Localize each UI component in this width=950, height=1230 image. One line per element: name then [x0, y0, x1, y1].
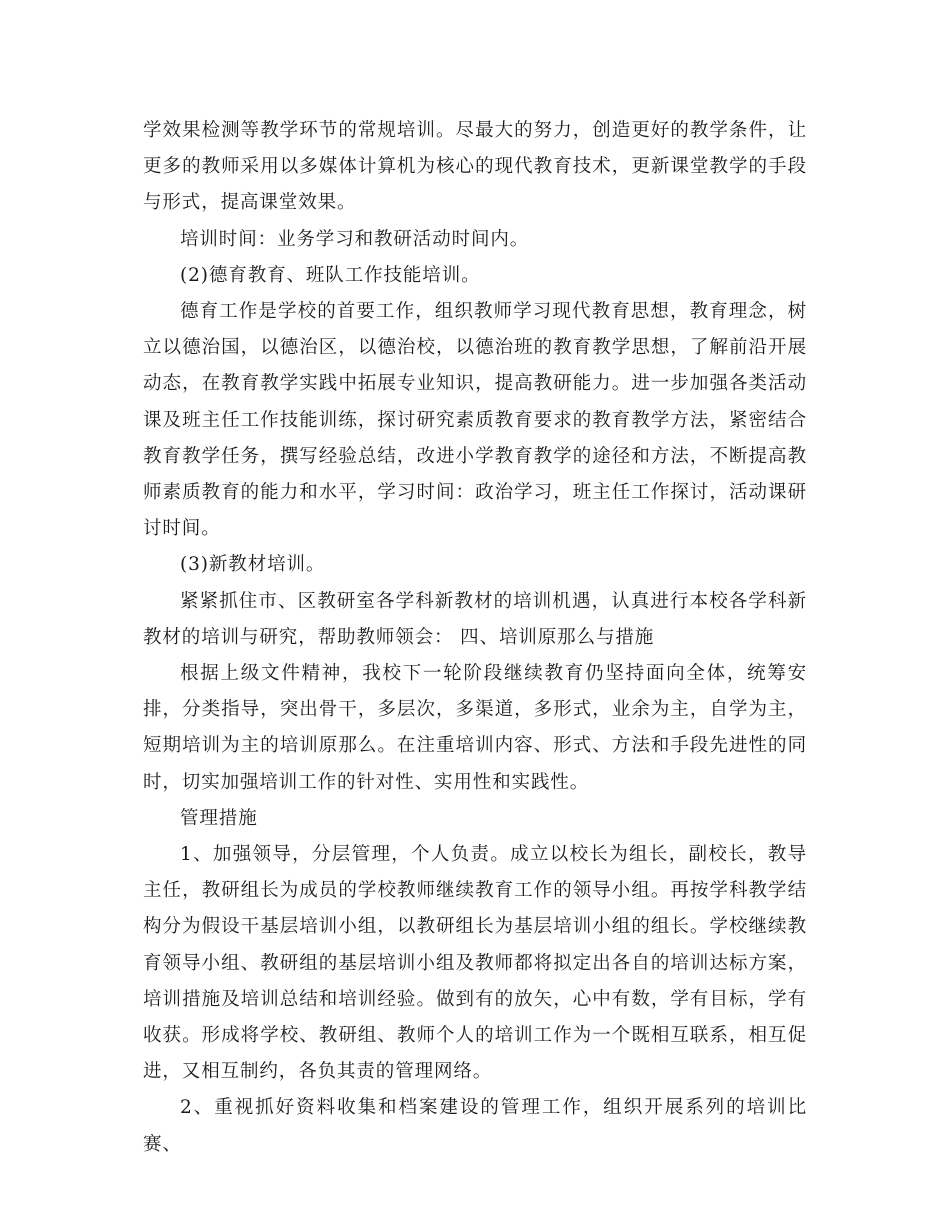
paragraph-4: 德育工作是学校的首要工作，组织教师学习现代教育思想，教育理念，树立以德治国，以德治区，以德治校，以德治班的教育教学思想，了解前沿开展动态，在教育教学实践中拓展专业知识，提高教研能力。进一步加强各类活动课及班主任工作技能训练，探讨研究素质教育要求的教育教学方法，紧密结合教育教学任务，撰写经验总结，改进小学教育教学的途径和方法，不断提高教师素质教育的能力和水平，学习时间：政治学习，班主任工作探讨，活动课研讨时间。: [143, 301, 807, 540]
paragraph-6: 紧紧抓住市、区教研室各学科新教材的培训机遇，认真进行本校各学科新教材的培训与研究，帮助教师领会： 四、培训原那么与措施: [143, 590, 807, 648]
paragraph-5: (3)新教材培训。: [180, 554, 326, 576]
paragraph-1: 学效果检测等教学环节的常规培训。尽最大的努力，创造更好的教学条件，让更多的教师采用以多媒体计算机为核心的现代教育技术，更新课堂教学的手段与形式，提高课堂效果。: [143, 120, 807, 214]
paragraph-10: 2、重视抓好资料收集和档案建设的管理工作，组织开展系列的培训比赛、: [143, 1097, 807, 1155]
paragraph-2: 培训时间：业务学习和教研活动时间内。: [180, 228, 530, 250]
document-body: [143, 113, 807, 1163]
section-heading-management-measures: 管理措施: [180, 807, 258, 829]
paragraph-7: 根据上级文件精神，我校下一轮阶段继续教育仍坚持面向全体，统筹安排，分类指导，突出骨干，多层次，多渠道，多形式，业余为主，自学为主，短期培训为主的培训原那么。在注重培训内容、形式、方法和手段先进性的同时，切实加强培训工作的针对性、实用性和实践性。: [143, 663, 807, 793]
paragraph-3: (2)德育教育、班队工作技能培训。: [180, 264, 481, 286]
paragraph-9: 1、加强领导，分层管理，个人负责。成立以校长为组长，副校长，教导主任，教研组长为成员的学校教师继续教育工作的领导小组。再按学科教学结构分为假设干基层培训小组，以教研组长为基层培训小组的组长。学校继续教育领导小组、教研组的基层培训小组及教师都将拟定出各自的培训达标方案，培训措施及培训总结和培训经验。做到有的放矢，心中有数，学有目标，学有收获。形成将学校、教研组、教师个人的培训工作为一个既相互联系，相互促进，又相互制约，各负其责的管理网络。: [143, 844, 807, 1083]
